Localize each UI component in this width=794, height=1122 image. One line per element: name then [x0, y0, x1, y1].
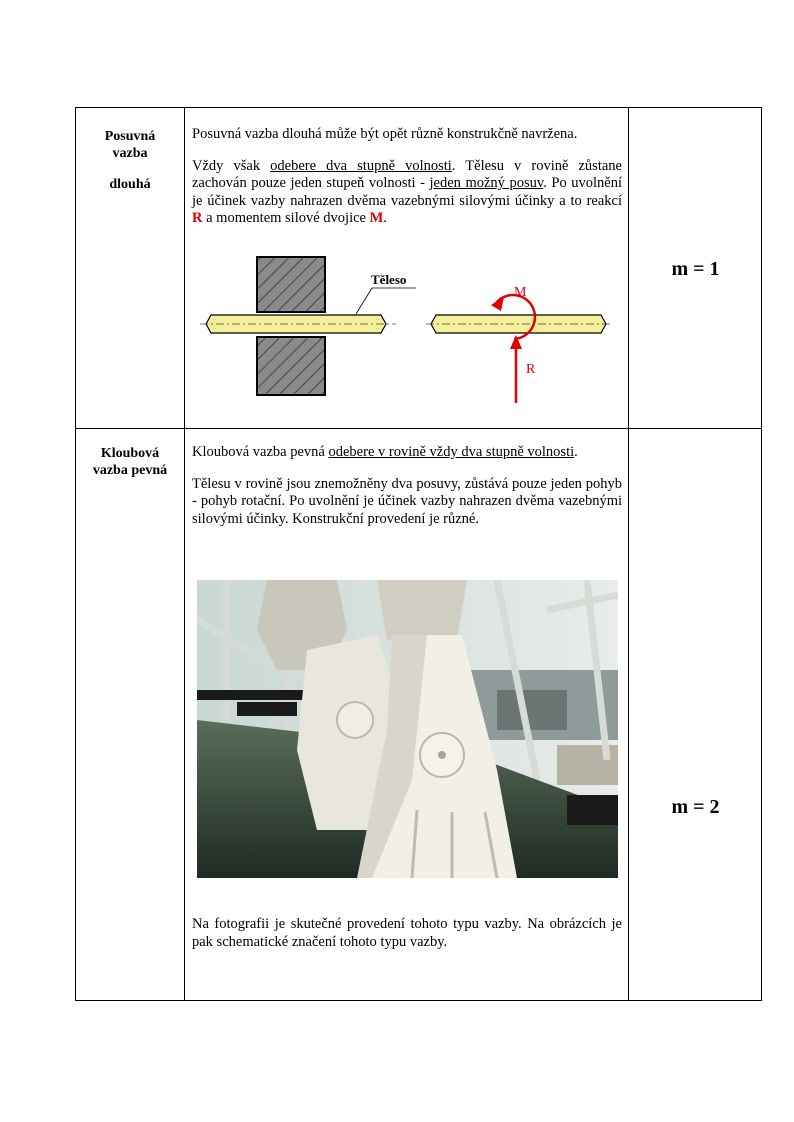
label-line: vazba pevná: [92, 463, 168, 478]
reaction-symbol: R: [192, 210, 203, 226]
sliding-support-diagram: [196, 251, 628, 419]
row-label-posuvna-vazba: [76, 128, 184, 193]
lower-support-block: [257, 337, 325, 395]
m-value: m = 2: [671, 796, 720, 818]
row-divider: [76, 428, 761, 429]
reaction-label: R: [526, 362, 536, 377]
row2-photo-caption: [192, 916, 622, 965]
row-label-kloubova-vazba: [76, 445, 184, 479]
paragraph: Kloubová vazba pevná odebere v rovině vždy dva stupně volnosti.: [192, 444, 578, 460]
label-line: vazba: [112, 146, 148, 161]
moment-symbol: M: [369, 210, 384, 226]
pin-joint-photo: [197, 580, 618, 878]
underlined-text: odebere v rovině vždy dva stupně volnosti: [328, 444, 575, 460]
body-label: Těleso: [371, 272, 407, 287]
row2-description: [192, 444, 622, 542]
moment-label: M: [514, 285, 527, 300]
content-table: [75, 107, 762, 1001]
label-line: dlouhá: [109, 177, 151, 192]
paragraph: Posuvná vazba dlouhá může být opět různě konstrukčně navržena.: [192, 126, 578, 142]
moment-arrow-icon: [491, 297, 504, 311]
label-line: Kloubová: [100, 446, 160, 461]
label-leader-line: [356, 288, 372, 314]
m-value: m = 1: [671, 258, 720, 280]
underlined-text: jeden možný posuv: [429, 175, 544, 191]
upper-support-block: [257, 257, 325, 312]
label-line: Posuvná: [104, 129, 156, 144]
column-divider: [184, 108, 185, 1000]
paragraph: Tělesu v rovině jsou znemožněny dva posuvy, zůstává pouze jeden pohyb - pohyb rotační. Po uvolnění je účinek vazby nahrazen dvěma vazebnými silovými účinky. Konstrukční provedení je různé.: [192, 475, 622, 527]
paragraph: Vždy však odebere dva stupně volnosti. Tělesu v rovině zůstane zachován pouze jeden stupeň volnosti - jeden možný posuv. Po uvolnění je účinek vazby nahrazen dvěma vazebnými silovými účinky a to reakcí R a momentem silové dvojice M.: [192, 157, 622, 226]
paragraph: Na fotografii je skutečné provedení tohoto typu vazby. Na obrázcích je pak schematické značení tohoto typu vazby.: [192, 916, 622, 950]
underlined-text: odebere dva stupně volnosti: [270, 157, 452, 174]
column-divider: [628, 108, 629, 1000]
row1-description: [192, 126, 622, 242]
